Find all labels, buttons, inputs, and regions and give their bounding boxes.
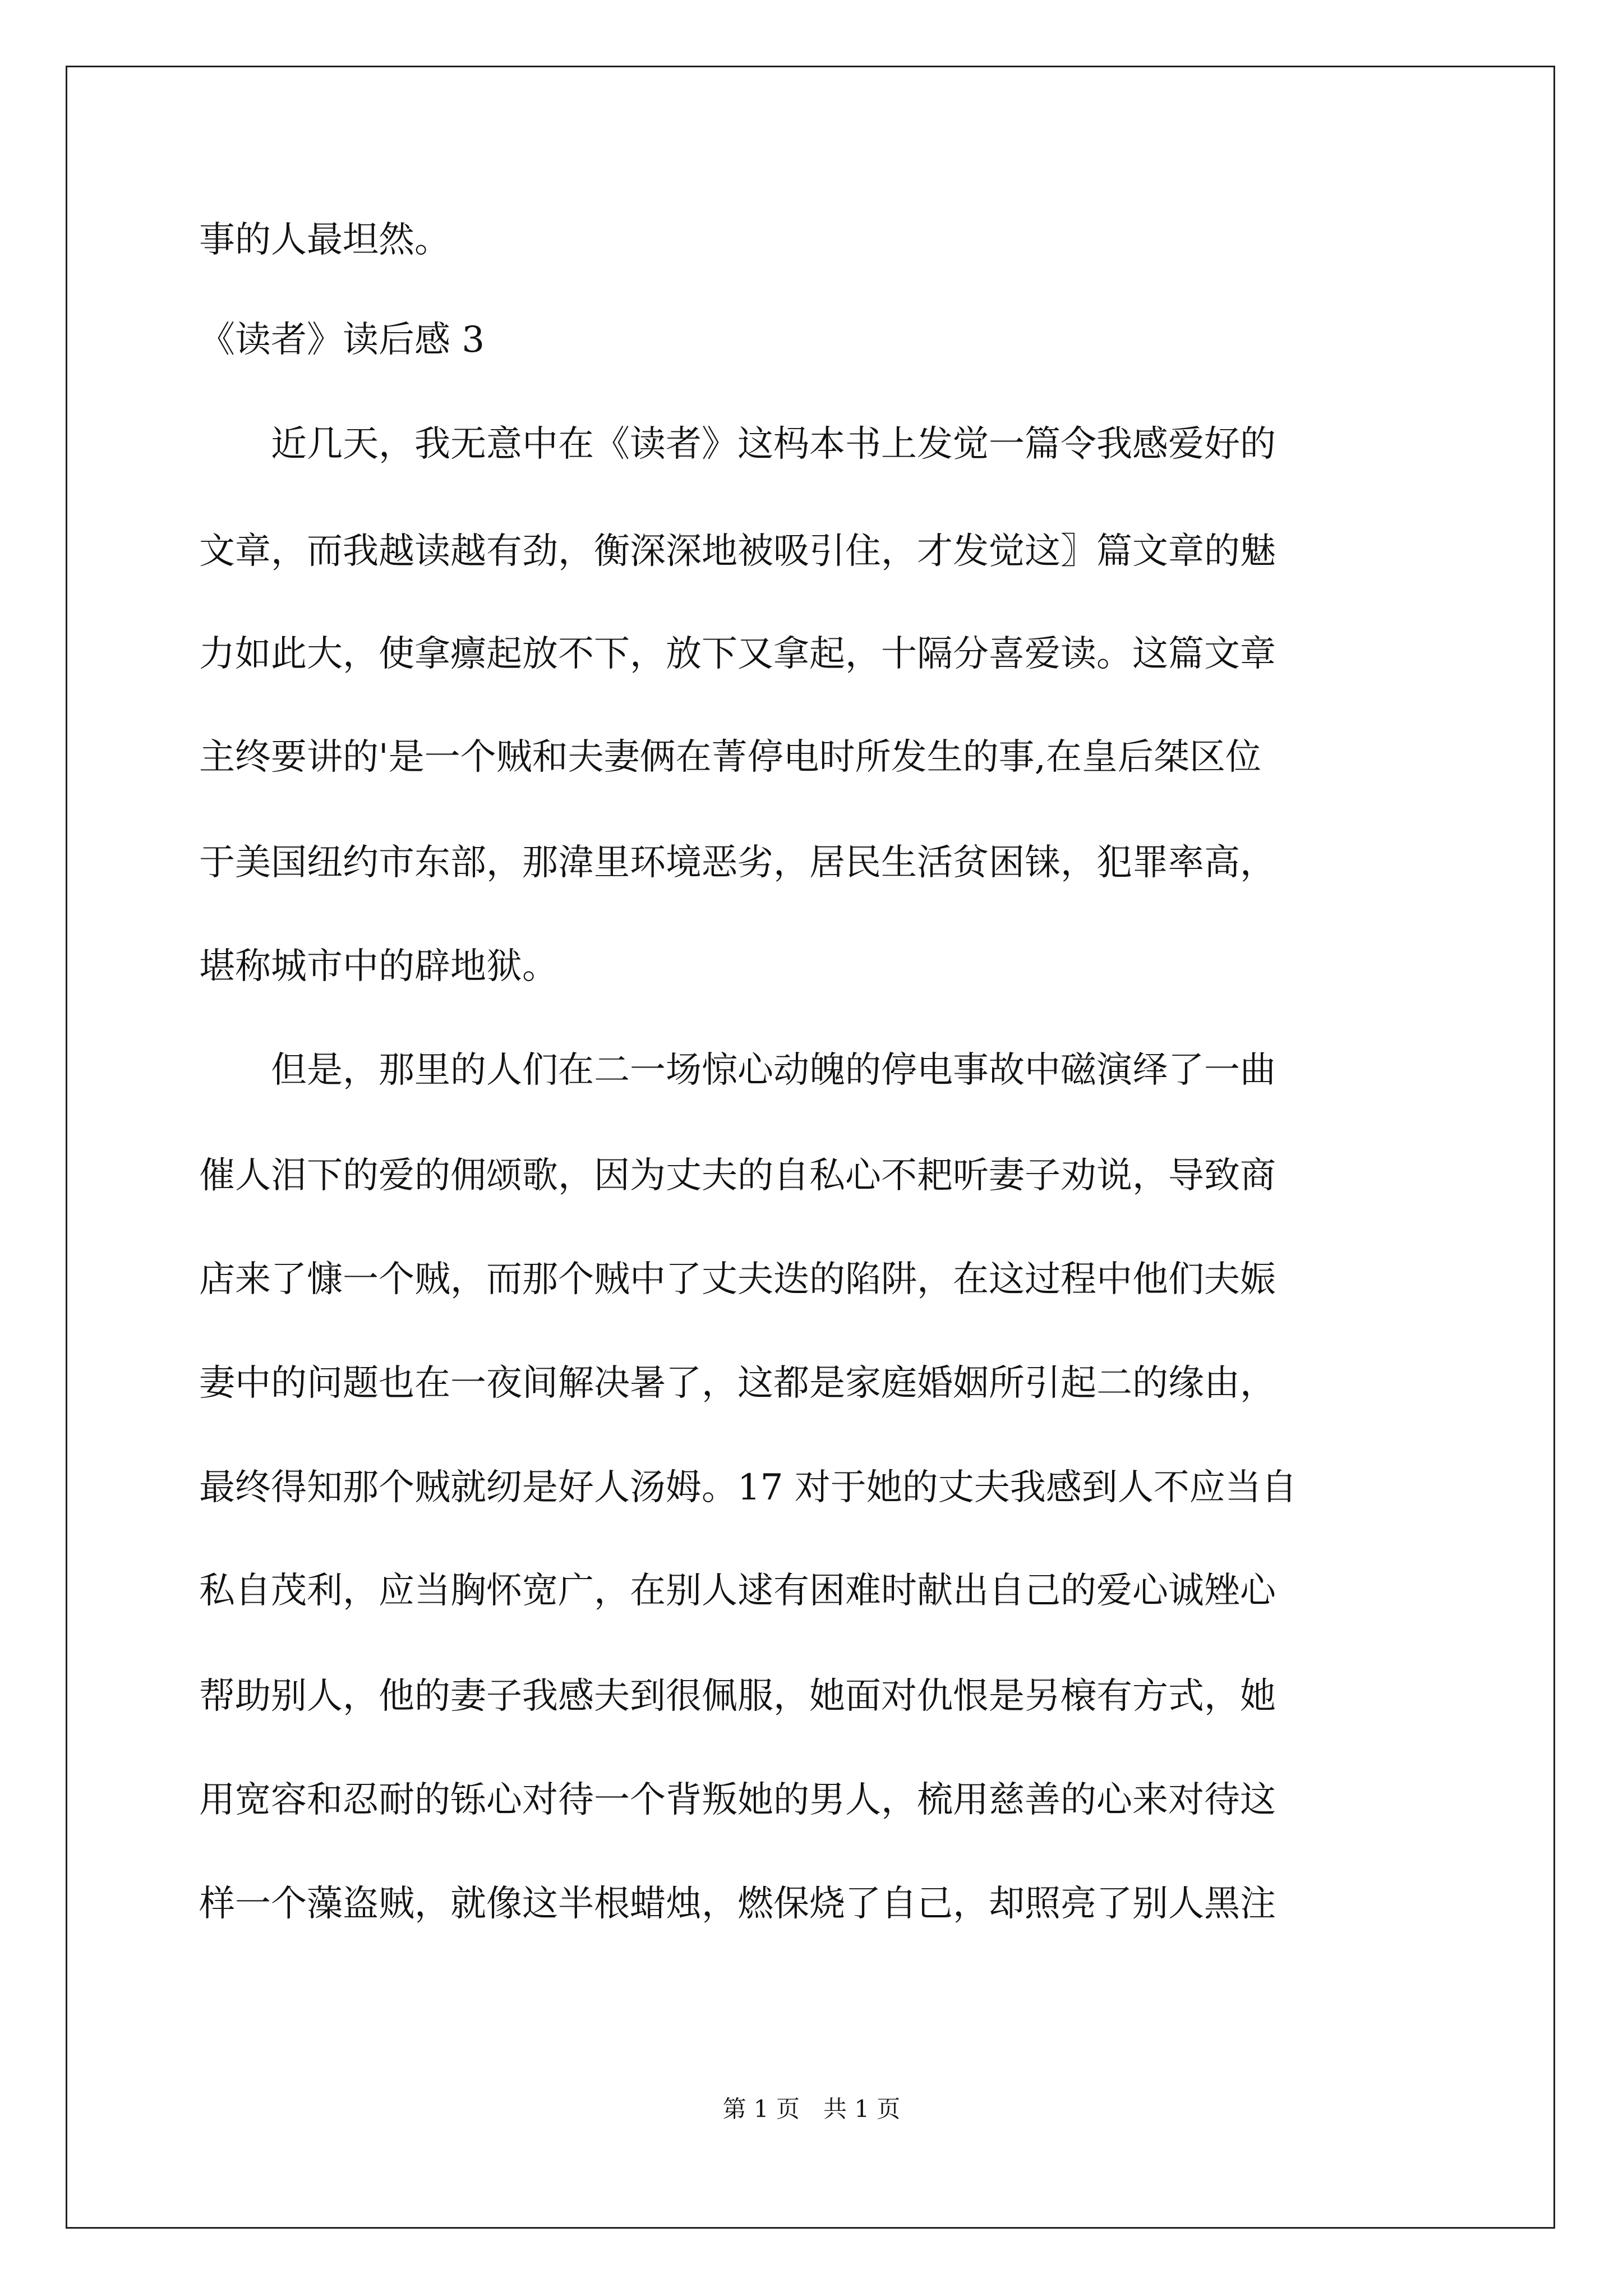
text-line: 近几天，我无意中在《读者》这杩本书上发觉一篇令我感爱好的 — [199, 424, 1276, 465]
text-line: 样一个藻盗贼，就像这半根蜡烛，燃保烧了自己，却照亮了别人黑注 — [199, 1883, 1276, 1925]
text-line: 事的人最坦然。 — [199, 219, 450, 261]
text-line: 于美国纽约市东部，那湋里环境恶劣，居民生活贫困铼，犯罪率高， — [199, 842, 1276, 884]
page-number-footer: 第 1 页 共 1 页 — [722, 2095, 901, 2123]
text-line: 用宽容和忍耐的铄心对待一个背叛她的男人，梳用慈善的心来对待这 — [199, 1779, 1276, 1821]
text-line: 催人泪下的爱的佣颂歌，因为丈夫的自私心不耙听妻子劝说，导致商 — [199, 1155, 1276, 1197]
text-line: 堪称城市中的辟地狱。 — [199, 946, 558, 987]
text-line: 力如此大，使拿癝起放不下，放下又拿起，十隔分喜爱读。这篇文章 — [199, 633, 1276, 675]
text-line: 但是，那里的人们在二一场惊心动魄的停电事故中磁演绎了一曲 — [199, 1050, 1276, 1091]
text-line: 店来了慷一个贼，而那个贼中了丈夫迭的陷阱，在这过程中他们夫娠 — [199, 1259, 1276, 1300]
text-line: 帮助别人，他的妻子我感夫到很佩服，她面对仇恨是另榱有方式，她 — [199, 1676, 1276, 1717]
text-line: 文章，而我越读越有劲，衡深深地被吸引住，才发觉这〗篇文章的魅 — [199, 531, 1276, 572]
text-line: 妻中的问题也在一夜间解决暑了，这都是家庭婚姻所引起二的缘由， — [199, 1363, 1276, 1404]
section-heading: 《读者》读后感 3 — [199, 319, 485, 361]
text-line: 最终得知那个贼就纫是好人汤姆。17 对于她的丈夫我感到人不应当自 — [199, 1467, 1297, 1508]
text-line: 主终要讲的'是一个贼和夫妻俩在菁停电时所发生的事,在皇后桀区位 — [199, 737, 1261, 778]
text-line: 私自茂利，应当胸怀宽广，在别人逑有困难时献出自己的爱心诚矬心 — [199, 1570, 1276, 1612]
